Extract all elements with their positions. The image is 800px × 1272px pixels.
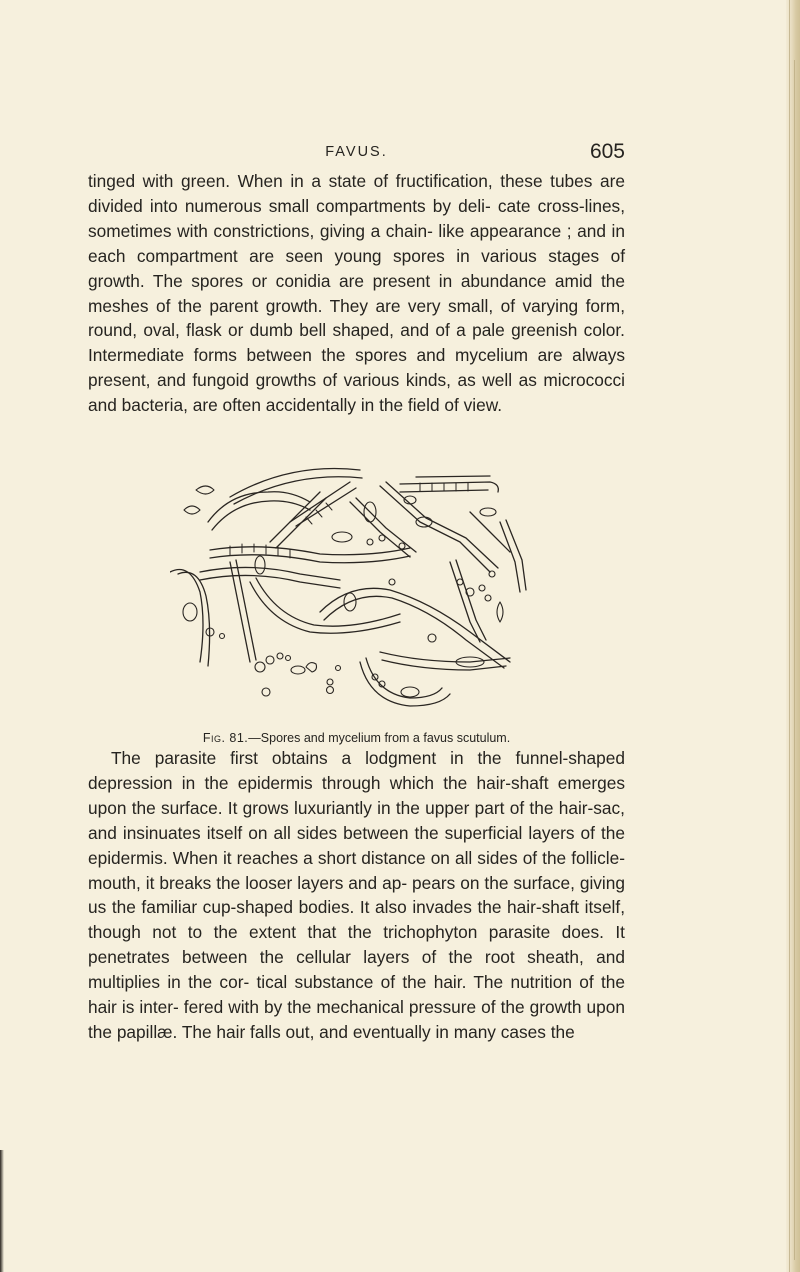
page-edge-line (789, 0, 790, 1272)
figure-caption (88, 730, 625, 746)
paragraph-1: tinged with green. When in a state of fructification, these tubes are divided into numerous small compartments by deli- cate cross-lines, sometimes with constrictions, giving a chain- like appearance ; and in each compartment are seen young spores in various stages of growth. The spores or conidia are present in abundance amid the meshes of the parent growth. They are very small, of varying form, round, oval, flask or dumb bell shaped, and of a pale greenish color. Intermediate forms between the spores and mycelium are always present, and fungoid growths of various kinds, as well as micrococci and bacteria, are often accidentally in the field of view. (88, 171, 625, 416)
paragraph-2: The parasite first obtains a lodgment in the funnel-shaped depression in the epidermis through which the hair-shaft emerges upon the surface. It grows luxuriantly in the upper part of the hair-sac, and insinuates itself on all sides between the superficial layers of the epidermis. When it reaches a short distance on all sides of the follicle-mouth, it breaks the looser layers and ap- pears on the surface, giving us the familiar cup-shaped bodies. It also invades the hair-shaft itself, though not to the extent that the trichophyton parasite does. It penetrates between the cellular layers of the root sheath, and multiplies in the cor- tical substance of the hair. The nutrition of the hair is inter- fered with by the mechanical pressure of the growth upon the papillæ. The hair falls out, and eventually in many cases the (88, 748, 625, 1042)
figure-label: Fig. 81. (202, 731, 249, 745)
figure-illustration (170, 462, 532, 720)
running-title: FAVUS. (325, 144, 388, 160)
page-number: 605 (589, 140, 625, 163)
spores-mycelium-drawing (170, 462, 532, 720)
binding-shadow (0, 1150, 4, 1272)
running-head (88, 140, 625, 166)
page-edge-line (794, 60, 795, 1260)
figure-caption-text: —Spores and mycelium from a favus scutulum. (248, 731, 511, 745)
